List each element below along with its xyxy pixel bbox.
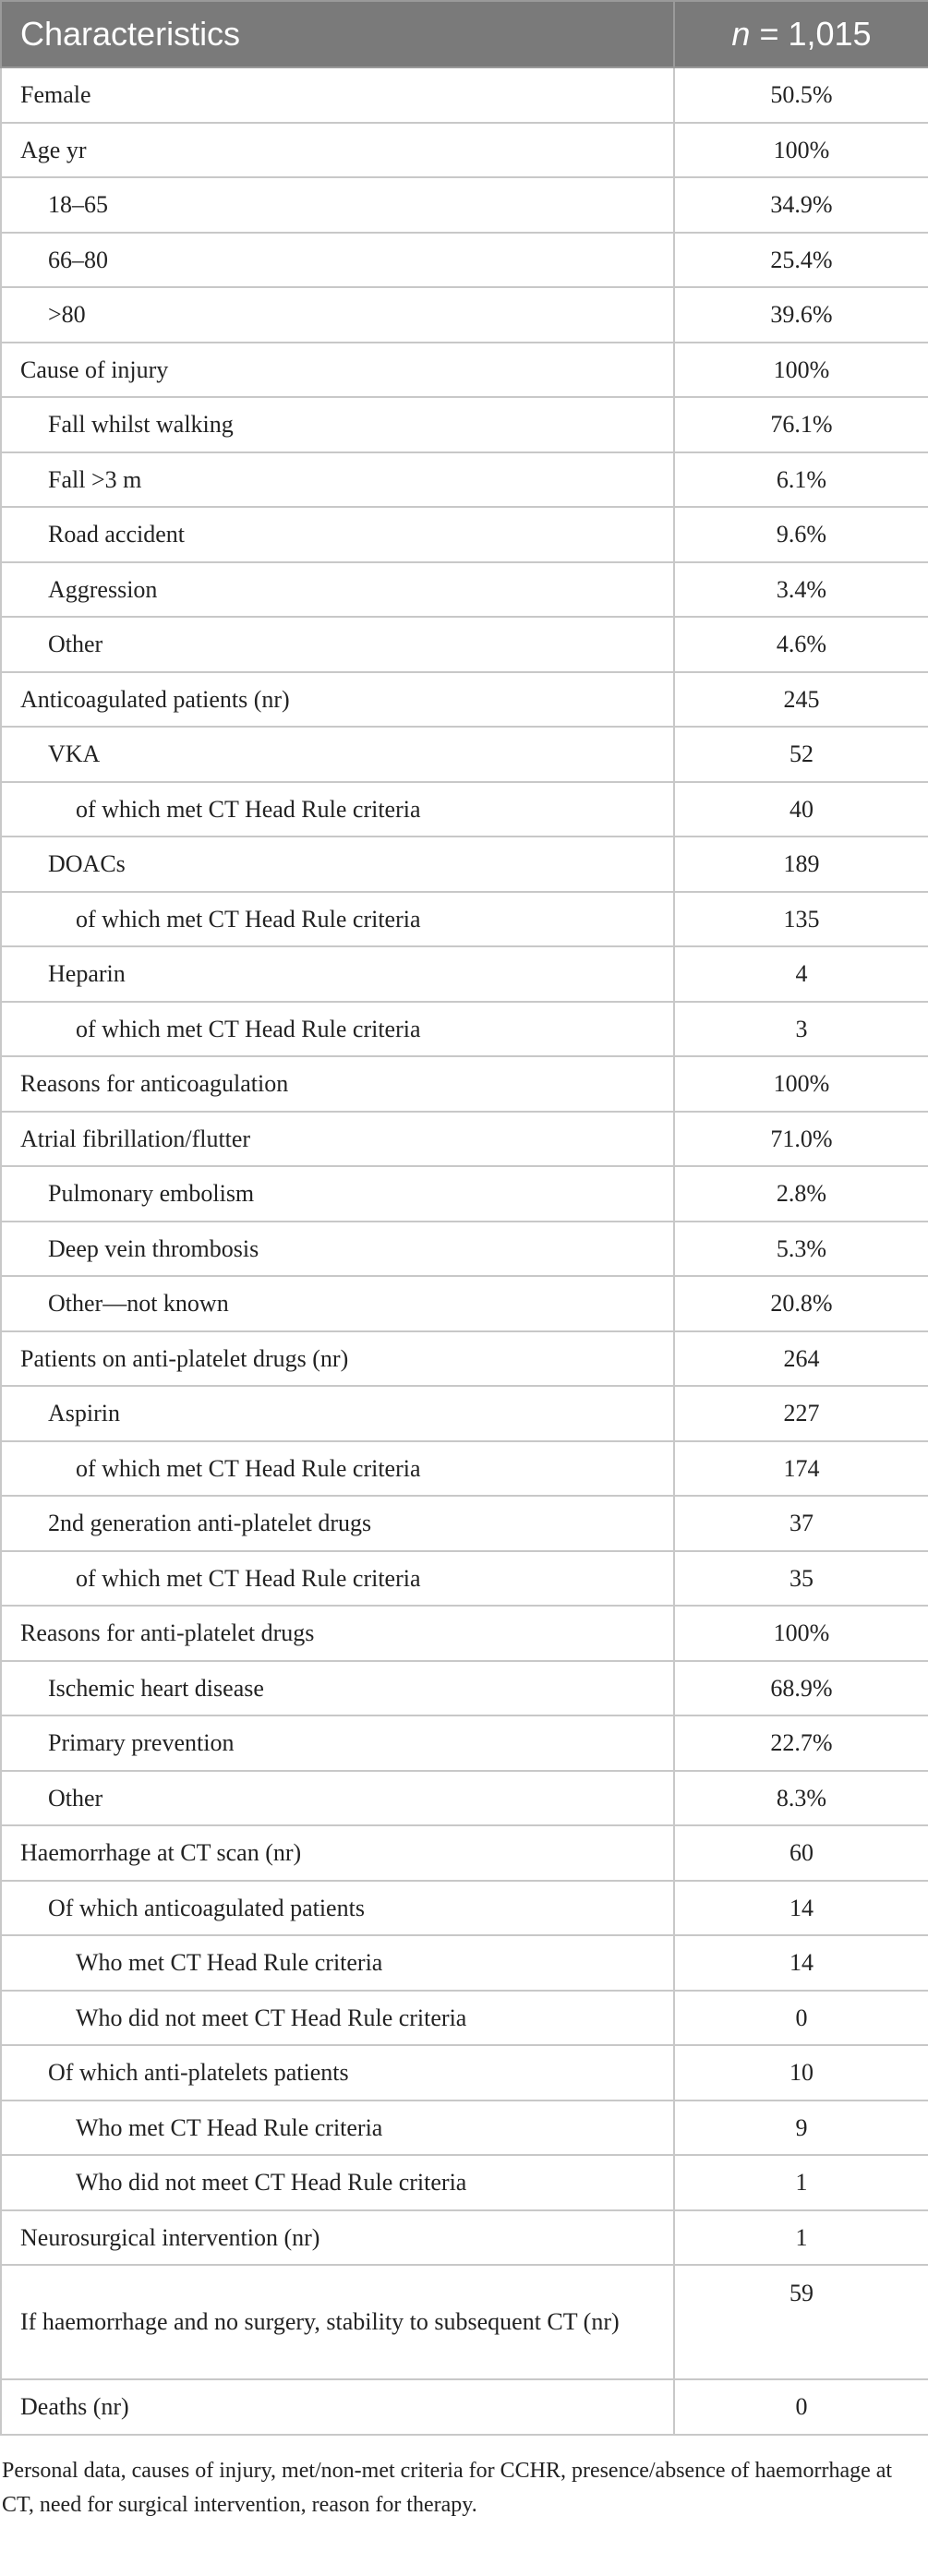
table-row (1, 837, 928, 892)
table-row (1, 1441, 928, 1497)
row-label: >80 (1, 287, 674, 343)
table-row (1, 287, 928, 343)
table-row (1, 343, 928, 398)
row-label: Of which anti-platelets patients (1, 2045, 674, 2101)
row-value: 14 (674, 1881, 928, 1936)
header-n-count (674, 1, 928, 67)
row-label: Age yr (1, 123, 674, 178)
table-header-row (1, 1, 928, 67)
table-row (1, 2210, 928, 2266)
row-value: 22.7% (674, 1715, 928, 1771)
row-label: Anticoagulated patients (nr) (1, 672, 674, 728)
table-row (1, 1386, 928, 1441)
row-value: 135 (674, 892, 928, 947)
row-value: 14 (674, 1935, 928, 1991)
table-row (1, 1331, 928, 1387)
row-label: 66–80 (1, 233, 674, 288)
row-value: 9.6% (674, 507, 928, 562)
table-row (1, 2379, 928, 2435)
row-value: 100% (674, 343, 928, 398)
row-value: 10 (674, 2045, 928, 2101)
row-label: Other—not known (1, 1276, 674, 1331)
row-value: 100% (674, 123, 928, 178)
row-value: 40 (674, 782, 928, 837)
table-row (1, 2045, 928, 2101)
row-value: 2.8% (674, 1166, 928, 1222)
row-label: VKA (1, 727, 674, 782)
row-label: Ischemic heart disease (1, 1661, 674, 1716)
row-label: Other (1, 617, 674, 672)
table-row (1, 672, 928, 728)
row-label: Cause of injury (1, 343, 674, 398)
table-row (1, 123, 928, 178)
row-value: 1 (674, 2210, 928, 2266)
table-row (1, 1222, 928, 1277)
row-label: 18–65 (1, 177, 674, 233)
row-value: 0 (674, 2379, 928, 2435)
row-label: Who did not meet CT Head Rule criteria (1, 2155, 674, 2210)
table-row (1, 562, 928, 618)
table-row (1, 1935, 928, 1991)
table-row (1, 1825, 928, 1881)
table-row (1, 1276, 928, 1331)
row-label: Road accident (1, 507, 674, 562)
row-value: 245 (674, 672, 928, 728)
table-row (1, 1661, 928, 1716)
row-label: Reasons for anti-platelet drugs (1, 1606, 674, 1661)
table-row (1, 727, 928, 782)
row-label: DOACs (1, 837, 674, 892)
table-row (1, 67, 928, 123)
row-label: Deep vein thrombosis (1, 1222, 674, 1277)
table-row (1, 2265, 928, 2379)
row-label: Aggression (1, 562, 674, 618)
row-value: 174 (674, 1441, 928, 1497)
row-value: 0 (674, 1991, 928, 2046)
row-label: Fall >3 m (1, 452, 674, 508)
table-row (1, 946, 928, 1002)
row-value: 52 (674, 727, 928, 782)
table-row (1, 507, 928, 562)
row-value: 20.8% (674, 1276, 928, 1331)
table-row (1, 177, 928, 233)
row-value: 60 (674, 1825, 928, 1881)
table-row (1, 1496, 928, 1551)
header-n-symbol: n (731, 15, 751, 53)
table-row (1, 2101, 928, 2156)
row-value: 37 (674, 1496, 928, 1551)
row-label: of which met CT Head Rule criteria (1, 1002, 674, 1057)
row-value: 68.9% (674, 1661, 928, 1716)
header-n-value: = 1,015 (750, 15, 872, 53)
table-row (1, 2155, 928, 2210)
row-label: Other (1, 1771, 674, 1826)
header-characteristics: Characteristics (1, 1, 674, 67)
row-value: 227 (674, 1386, 928, 1441)
row-value: 264 (674, 1331, 928, 1387)
row-value: 8.3% (674, 1771, 928, 1826)
row-value: 71.0% (674, 1112, 928, 1167)
row-value: 5.3% (674, 1222, 928, 1277)
row-value: 100% (674, 1056, 928, 1112)
table-row (1, 452, 928, 508)
row-value: 50.5% (674, 67, 928, 123)
table-row (1, 617, 928, 672)
table-row (1, 233, 928, 288)
row-label: Primary prevention (1, 1715, 674, 1771)
table-row (1, 1881, 928, 1936)
table-row (1, 1606, 928, 1661)
row-label: Patients on anti-platelet drugs (nr) (1, 1331, 674, 1387)
row-value: 34.9% (674, 177, 928, 233)
row-value: 4 (674, 946, 928, 1002)
row-label: Heparin (1, 946, 674, 1002)
row-label: 2nd generation anti-platelet drugs (1, 1496, 674, 1551)
row-label: Atrial fibrillation/flutter (1, 1112, 674, 1167)
table-row (1, 892, 928, 947)
row-label: Female (1, 67, 674, 123)
row-value: 39.6% (674, 287, 928, 343)
table-row (1, 1056, 928, 1112)
row-label: Haemorrhage at CT scan (nr) (1, 1825, 674, 1881)
row-label: Reasons for anticoagulation (1, 1056, 674, 1112)
table-row (1, 1112, 928, 1167)
row-label: If haemorrhage and no surgery, stability to subsequent CT (nr) (1, 2265, 674, 2379)
row-value: 1 (674, 2155, 928, 2210)
row-label: Who met CT Head Rule criteria (1, 1935, 674, 1991)
row-label: Aspirin (1, 1386, 674, 1441)
row-label: of which met CT Head Rule criteria (1, 1551, 674, 1607)
row-value: 76.1% (674, 397, 928, 452)
table-row (1, 1002, 928, 1057)
row-label: Pulmonary embolism (1, 1166, 674, 1222)
row-label: of which met CT Head Rule criteria (1, 782, 674, 837)
row-label: of which met CT Head Rule criteria (1, 892, 674, 947)
row-label: Who met CT Head Rule criteria (1, 2101, 674, 2156)
table-footnote: Personal data, causes of injury, met/non-met criteria for CCHR, presence/absence of haemorrhage at CT, need for surgical intervention, reason for therapy. (2, 2458, 893, 2517)
row-value: 189 (674, 837, 928, 892)
row-value: 3 (674, 1002, 928, 1057)
row-value: 100% (674, 1606, 928, 1661)
table-row (1, 1715, 928, 1771)
row-label: Of which anticoagulated patients (1, 1881, 674, 1936)
row-label: Who did not meet CT Head Rule criteria (1, 1991, 674, 2046)
row-value: 25.4% (674, 233, 928, 288)
row-label: Deaths (nr) (1, 2379, 674, 2435)
table-row (1, 1771, 928, 1826)
row-value: 4.6% (674, 617, 928, 672)
row-label: Neurosurgical intervention (nr) (1, 2210, 674, 2266)
row-value: 6.1% (674, 452, 928, 508)
table-row (1, 397, 928, 452)
table-row (1, 782, 928, 837)
table-row (1, 1166, 928, 1222)
row-value: 35 (674, 1551, 928, 1607)
row-value: 3.4% (674, 562, 928, 618)
row-value: 59 (674, 2265, 928, 2379)
row-value: 9 (674, 2101, 928, 2156)
table-row (1, 1991, 928, 2046)
table-row (1, 1551, 928, 1607)
row-label: of which met CT Head Rule criteria (1, 1441, 674, 1497)
table-body (1, 67, 928, 2435)
row-label: Fall whilst walking (1, 397, 674, 452)
